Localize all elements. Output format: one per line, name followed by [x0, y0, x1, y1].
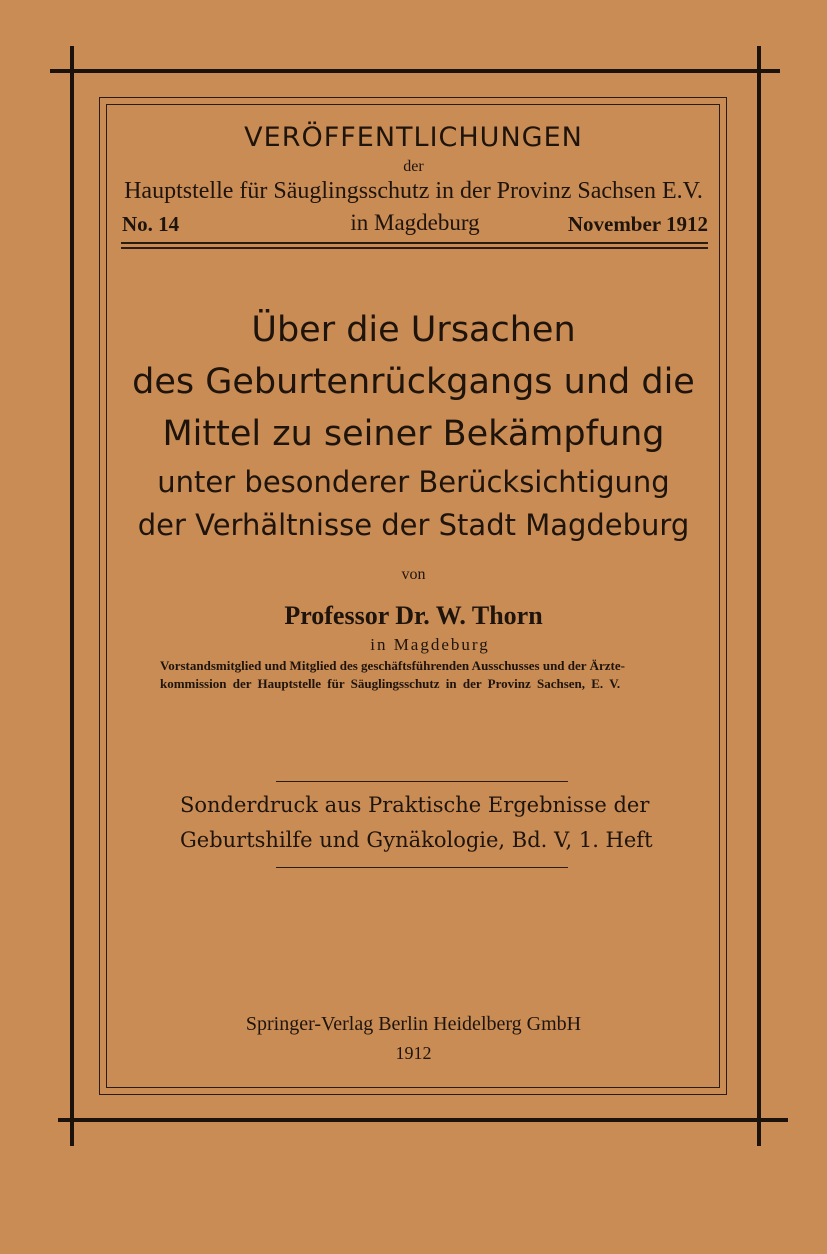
series-number: No. 14: [122, 212, 180, 236]
outer-frame-right-rule: [757, 46, 761, 1146]
author-name: Professor Dr. W. Thorn: [284, 601, 543, 630]
header-rule-2: [121, 247, 708, 249]
author-affiliation-2: kommission der Hauptstelle für Säuglingsschutz in der Provinz Sachsen, E. V.: [160, 676, 621, 691]
reprint-line-2: Geburtshilfe und Gynäkologie, Bd. V, 1. Heft: [180, 828, 653, 852]
outer-frame-bottom-rule: [58, 1118, 788, 1122]
series-location: in Magdeburg: [350, 210, 480, 235]
header-rule-1: [121, 242, 708, 244]
title-line-3: Mittel zu seiner Bekämpfung: [162, 414, 665, 454]
outer-frame-left-rule: [70, 46, 74, 1146]
series-of: der: [403, 158, 424, 175]
reprint-rule-top: [276, 781, 568, 782]
series-title: VERÖFFENTLICHUNGEN: [244, 122, 583, 153]
author-affiliation-1: Vorstandsmitglied und Mitglied des geschäftsführenden Ausschusses und der Ärzte-: [160, 658, 625, 673]
reprint-rule-bottom: [276, 867, 568, 868]
imprint-publisher: Springer-Verlag Berlin Heidelberg GmbH: [245, 1013, 582, 1035]
subtitle-line-2: der Verhältnisse der Stadt Magdeburg: [137, 508, 690, 542]
subtitle-line-1: unter besonderer Berücksichtigung: [157, 465, 670, 499]
series-publisher-org: Hauptstelle für Säuglingsschutz in der Provinz Sachsen E.V.: [124, 178, 703, 204]
title-line-2: des Geburtenrückgangs und die: [132, 362, 695, 402]
outer-frame-top-rule: [50, 69, 780, 73]
title-line-1: Über die Ursachen: [251, 310, 576, 350]
imprint-year: 1912: [395, 1043, 432, 1063]
inner-frame-inner-border: [106, 104, 720, 1088]
author-location: in Magdeburg: [370, 635, 490, 654]
series-date: November 1912: [567, 212, 708, 236]
reprint-line-1: Sonderdruck aus Praktische Ergebnisse der: [180, 793, 650, 817]
author-by: von: [401, 566, 426, 583]
